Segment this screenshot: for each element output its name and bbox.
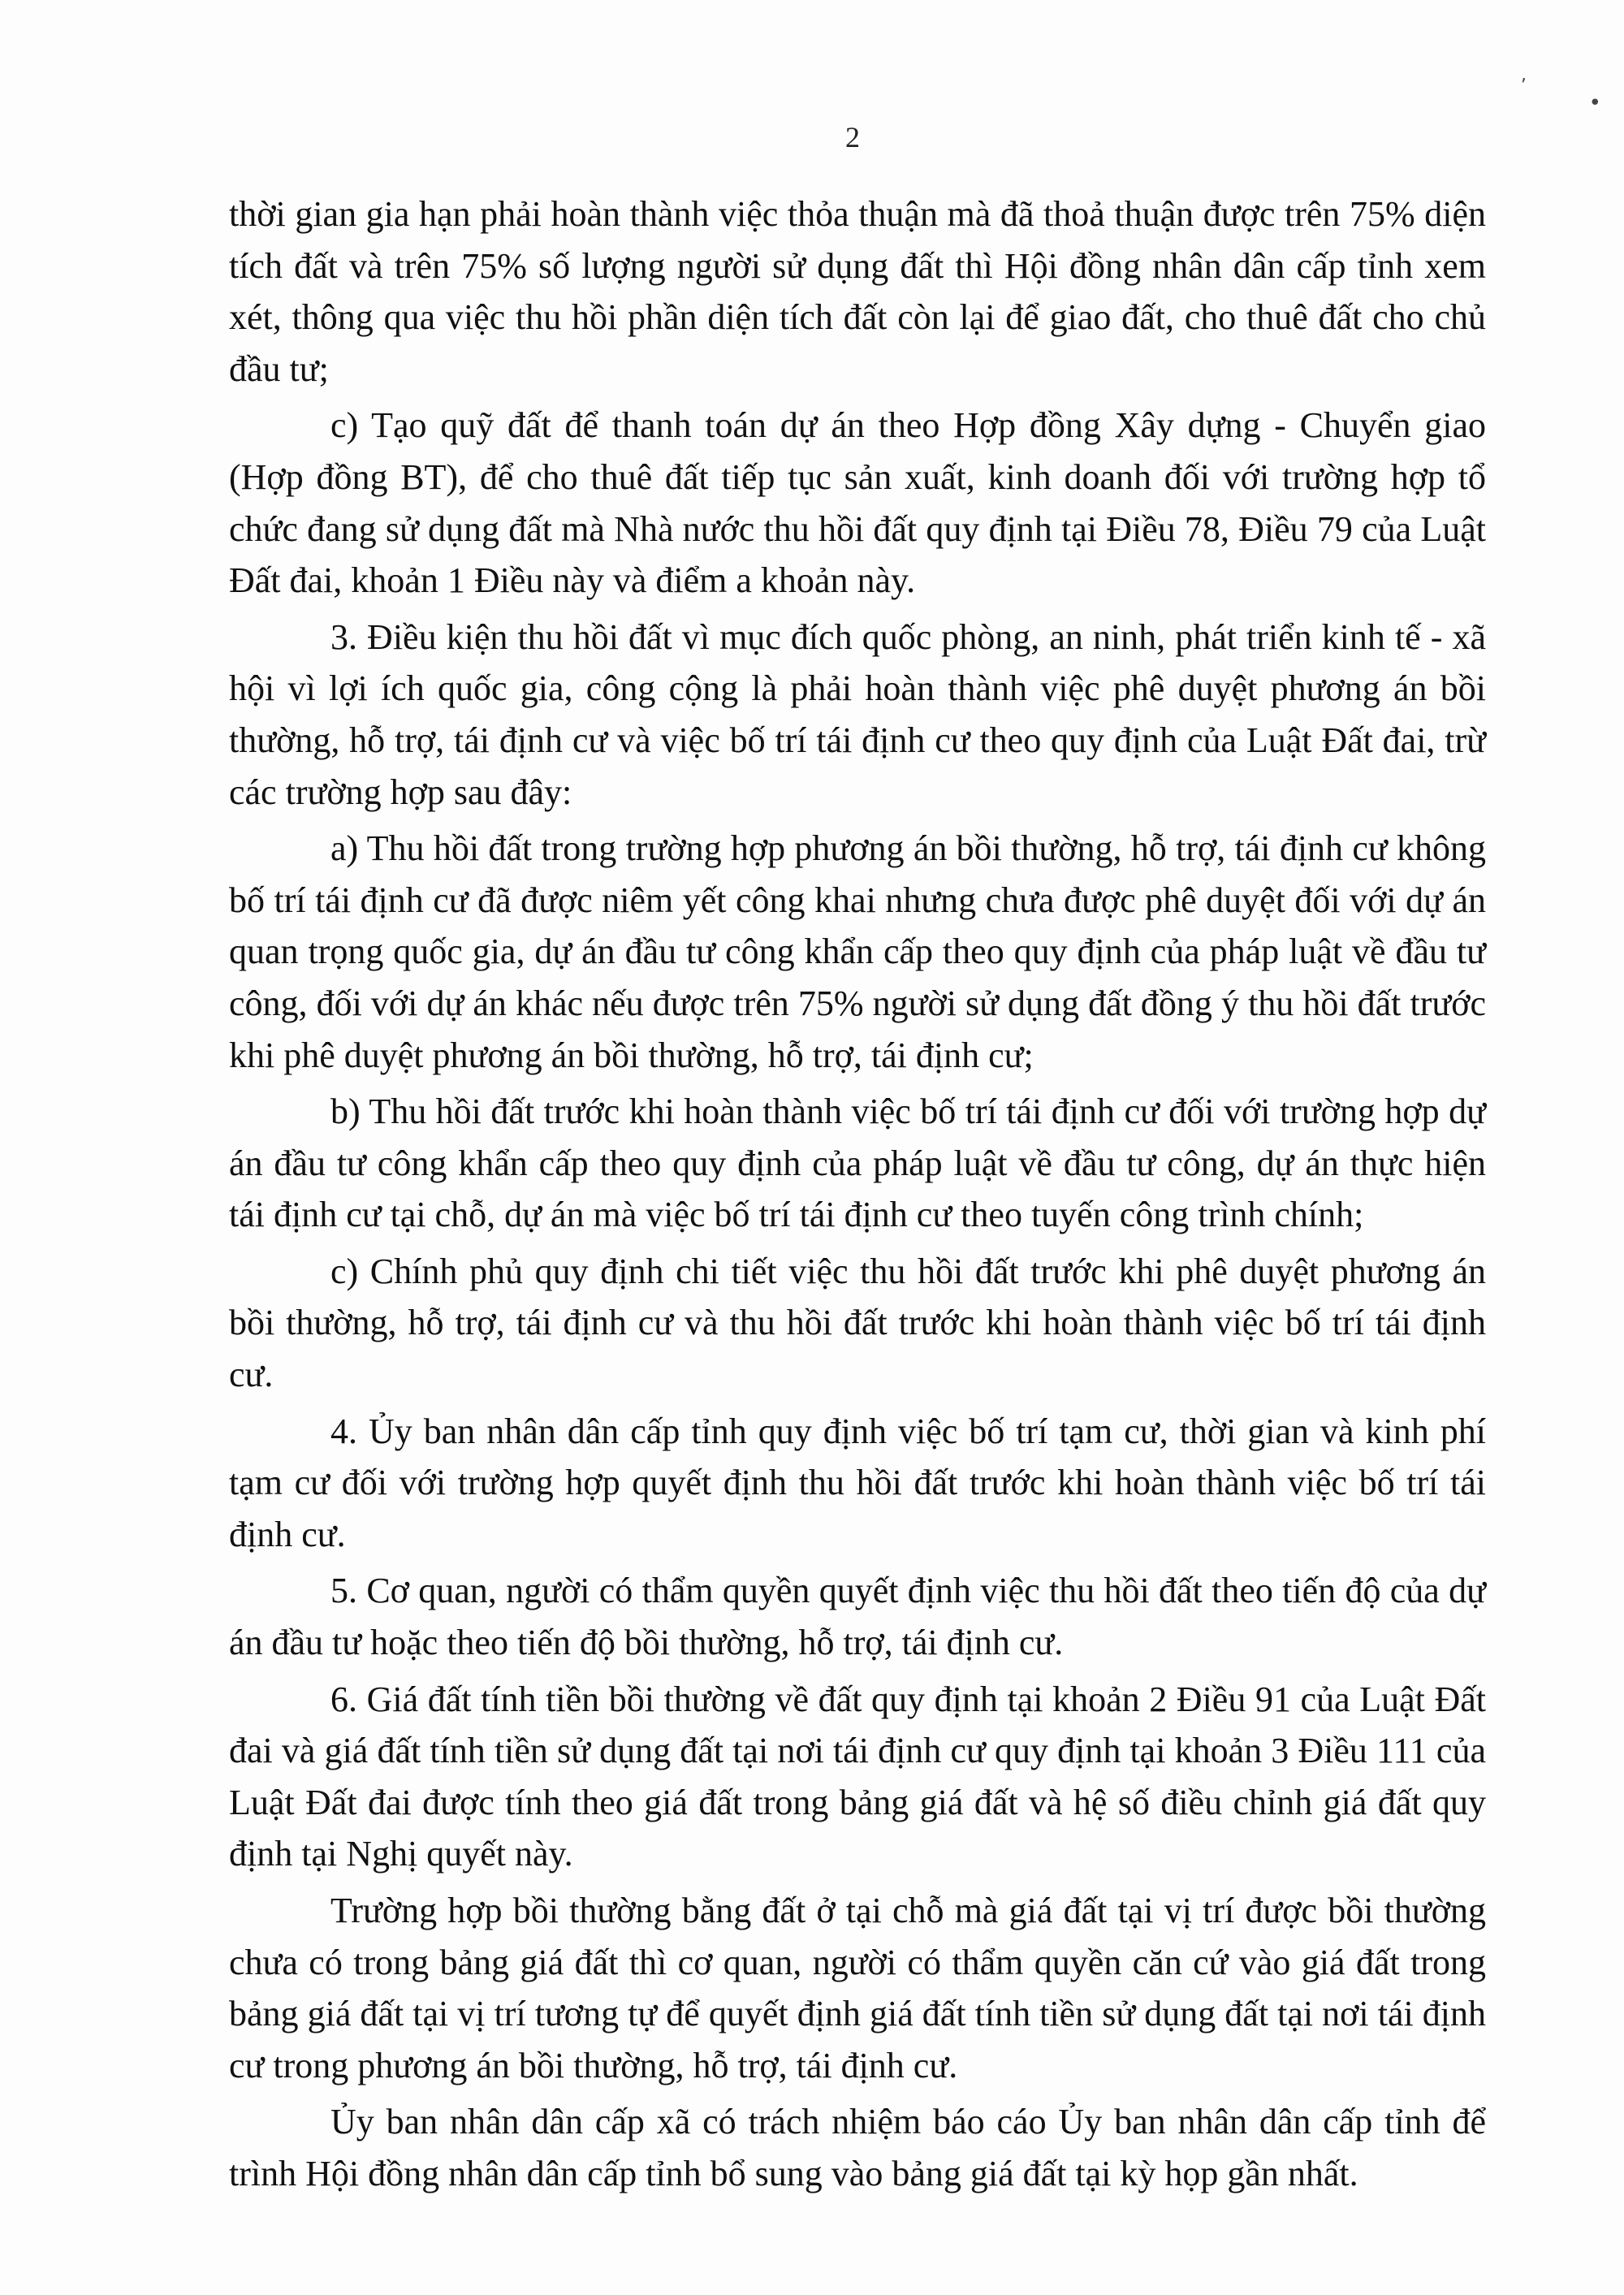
paragraph-clause-4: 4. Ủy ban nhân dân cấp tỉnh quy định việc bố trí tạm cư, thời gian và kinh phí tạm cư đối với trường hợp quyết định thu hồi đất trước khi hoàn thành việc bố trí tái định cư. — [229, 1411, 1486, 1554]
paragraph-compensation-case: Trường hợp bồi thường bằng đất ở tại chỗ mà giá đất tại vị trí được bồi thường chưa có trong bảng giá đất thì cơ quan, người có thẩm quyền căn cứ vào giá đất trong bảng giá đất tại vị trí tương tự để quyết định giá đất tính tiền sử dụng đất tại nơi tái định cư trong phương án bồi thường, hỗ trợ, tái định cư. — [229, 1891, 1486, 2085]
paragraph-point-a: a) Thu hồi đất trong trường hợp phương án bồi thường, hỗ trợ, tái định cư không bố trí tái định cư đã được niêm yết công khai nhưng chưa được phê duyệt đối với dự án quan trọng quốc gia, dự án đầu tư công khẩn cấp theo quy định của pháp luật về đầu tư công, đối với dự án khác nếu được trên 75% người sử dụng đất đồng ý thu hồi đất trước khi phê duyệt phương án bồi thường, hỗ trợ, tái định cư; — [229, 828, 1486, 1075]
scan-edge-dot: • — [1588, 91, 1601, 115]
paragraph-commune-report: Ủy ban nhân dân cấp xã có trách nhiệm báo cáo Ủy ban nhân dân cấp tỉnh để trình Hội đồng nhân dân cấp tỉnh bổ sung vào bảng giá đất tại kỳ họp gần nhất. — [229, 2102, 1486, 2193]
paragraph-clause-5: 5. Cơ quan, người có thẩm quyền quyết định việc thu hồi đất theo tiến độ của dự án đầu tư hoặc theo tiến độ bồi thường, hỗ trợ, tái định cư. — [229, 1571, 1486, 1663]
paragraph-point-b: b) Thu hồi đất trước khi hoàn thành việc bố trí tái định cư đối với trường hợp dự án đầu tư công khẩn cấp theo quy định của pháp luật về đầu tư công, dự án thực hiện tái định cư tại chỗ, dự án mà việc bố trí tái định cư theo tuyến công trình chính; — [229, 1091, 1486, 1235]
paragraph-clause-6: 6. Giá đất tính tiền bồi thường về đất quy định tại khoản 2 Điều 91 của Luật Đất đai và giá đất tính tiền sử dụng đất tại nơi tái định cư quy định tại khoản 3 Điều 111 của Luật Đất đai được tính theo giá đất trong bảng giá đất và hệ số điều chỉnh giá đất quy định tại Nghị quyết này. — [229, 1679, 1486, 1874]
paragraph-point-c-government: c) Chính phủ quy định chi tiết việc thu hồi đất trước khi phê duyệt phương án bồi thường, hỗ trợ, tái định cư và thu hồi đất trước khi hoàn thành việc bố trí tái định cư. — [229, 1251, 1486, 1395]
page-number: 2 — [845, 121, 860, 153]
paragraph-continuation: thời gian gia hạn phải hoàn thành việc thỏa thuận mà đã thoả thuận được trên 75% diện tích đất và trên 75% số lượng người sử dụng đất thì Hội đồng nhân dân cấp tỉnh xem xét, thông qua việc thu hồi phần diện tích đất còn lại để giao đất, cho thuê đất cho chủ đầu tư; — [229, 194, 1486, 389]
scan-edge-mark: , — [1521, 65, 1527, 85]
paragraph-point-c-land-fund: c) Tạo quỹ đất để thanh toán dự án theo Hợp đồng Xây dựng - Chuyển giao (Hợp đồng BT), để cho thuê đất tiếp tục sản xuất, kinh doanh đối với trường hợp tổ chức đang sử dụng đất mà Nhà nước thu hồi đất quy định tại Điều 78, Điều 79 của Luật Đất đai, khoản 1 Điều này và điểm a khoản này. — [229, 405, 1486, 601]
paragraph-clause-3: 3. Điều kiện thu hồi đất vì mục đích quốc phòng, an ninh, phát triển kinh tế - xã hội vì lợi ích quốc gia, công cộng là phải hoàn thành việc phê duyệt phương án bồi thường, hỗ trợ, tái định cư và việc bố trí tái định cư theo quy định của Luật Đất đai, trừ các trường hợp sau đây: — [229, 616, 1486, 812]
document-body — [229, 188, 1486, 2205]
